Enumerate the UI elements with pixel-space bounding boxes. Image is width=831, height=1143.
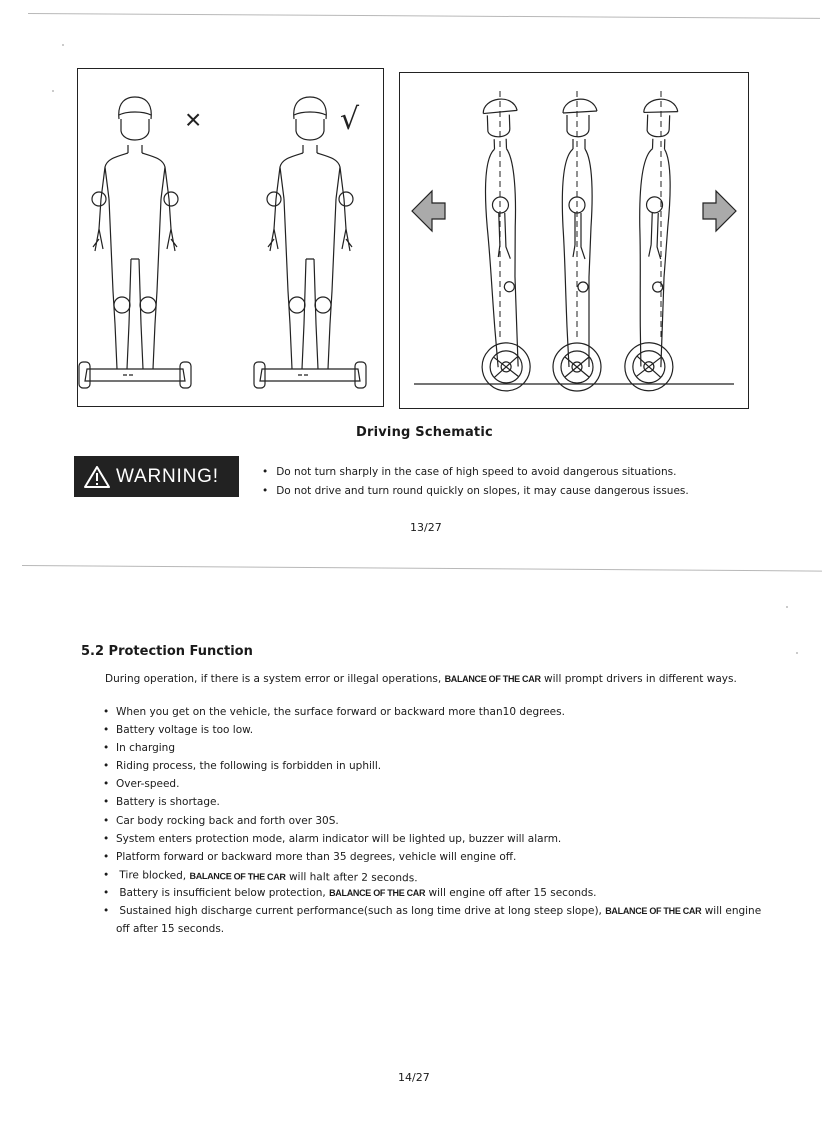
- correct-mark-icon: √: [340, 102, 360, 137]
- item-text: Sustained high discharge current performance(such as long time drive at long steep slope),: [119, 905, 602, 918]
- page-edge-line: [28, 13, 820, 19]
- scan-speck: [796, 652, 798, 654]
- posture-front-panel: [77, 68, 384, 407]
- section-intro: [105, 670, 745, 688]
- scan-speck: [52, 90, 54, 92]
- page-number: 13/27: [410, 521, 442, 534]
- list-item: • Over-speed.: [103, 775, 763, 793]
- intro-text: During operation, if there is a system error or illegal operations,: [105, 673, 442, 685]
- side-view-riders-illustration: [400, 73, 748, 408]
- item-text: will halt after 2 seconds.: [288, 870, 418, 885]
- intro-text: will prompt drivers in different ways.: [544, 673, 737, 685]
- warning-list: [262, 463, 689, 501]
- warning-item: • Do not turn sharply in the case of high speed to avoid dangerous situations.: [262, 463, 689, 482]
- warning-item: • Do not drive and turn round quickly on slopes, it may cause dangerous issues.: [262, 482, 689, 501]
- warning-triangle-icon: [84, 466, 110, 488]
- list-item: • Car body rocking back and forth over 30S.: [103, 812, 763, 830]
- warning-badge-label: WARNING!: [116, 465, 219, 487]
- item-text: will engine off after 15 seconds.: [428, 886, 597, 899]
- protection-list: [103, 703, 763, 938]
- list-item: [103, 902, 763, 938]
- list-item: • Riding process, the following is forbidden in uphill.: [103, 757, 763, 775]
- scan-speck: [786, 606, 788, 608]
- brand-name: BALANCE OF THE CAR: [444, 674, 541, 684]
- page-number: 14/27: [398, 1071, 430, 1084]
- figure-caption: Driving Schematic: [356, 425, 493, 440]
- list-item: • System enters protection mode, alarm indicator will be lighted up, buzzer will alarm.: [103, 830, 763, 848]
- item-text: Tire blocked,: [119, 869, 187, 882]
- wrong-mark-icon: ×: [185, 104, 202, 135]
- section-title: 5.2 Protection Function: [81, 644, 253, 659]
- item-text: will engine off after 15 seconds.: [116, 905, 762, 936]
- list-item: • When you get on the vehicle, the surface forward or backward more than10 degrees.: [103, 703, 763, 721]
- brand-name: BALANCE OF THE CAR: [189, 870, 286, 882]
- posture-side-panel: [399, 72, 749, 409]
- list-item: • Battery is shortage.: [103, 793, 763, 811]
- list-item: • Platform forward or backward more than 35 degrees, vehicle will engine off.: [103, 848, 763, 866]
- arrow-right-icon: [703, 191, 736, 231]
- warning-badge: [74, 456, 239, 497]
- list-item: • In charging: [103, 739, 763, 757]
- page-separator-line: [22, 565, 822, 572]
- scan-speck: [62, 44, 64, 46]
- front-view-riders-illustration: [78, 69, 383, 406]
- arrow-left-icon: [412, 191, 445, 231]
- item-text: Battery is insufficient below protection,: [119, 886, 326, 899]
- list-item: • Battery voltage is too low.: [103, 721, 763, 739]
- brand-name: BALANCE OF THE CAR: [329, 887, 426, 898]
- brand-name: BALANCE OF THE CAR: [605, 906, 702, 917]
